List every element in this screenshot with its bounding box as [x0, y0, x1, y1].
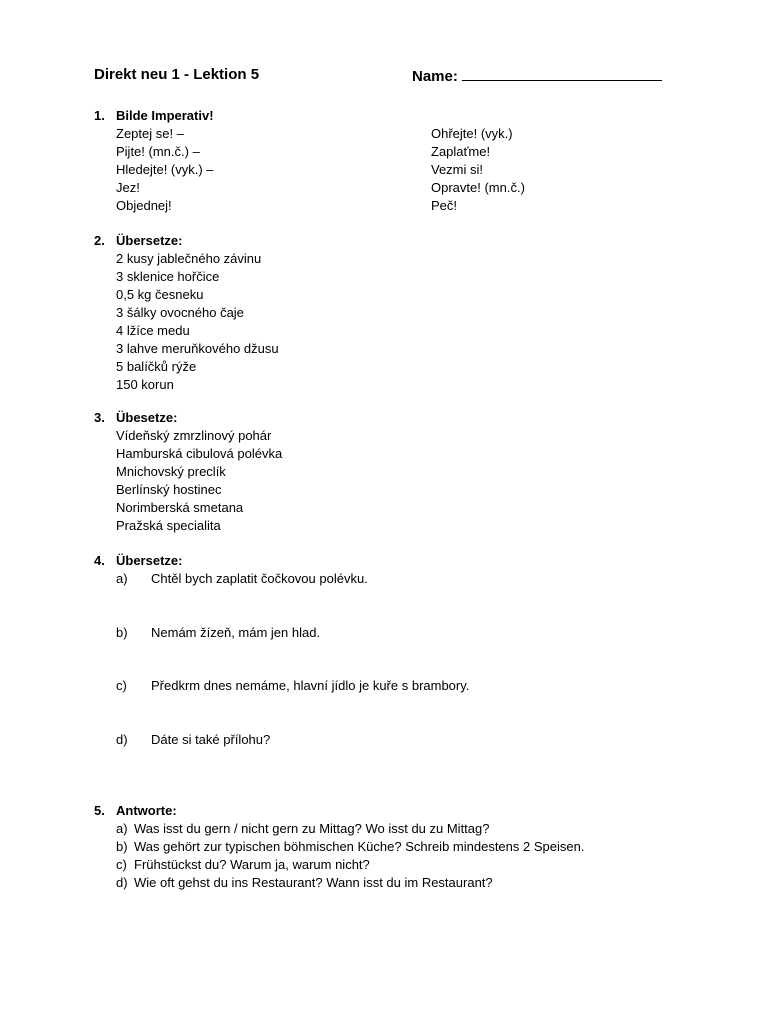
exercise-5: [94, 802, 678, 892]
exercise-3: [94, 409, 678, 535]
list-item: Zaplaťme!: [431, 144, 491, 159]
question-item-d: [94, 874, 678, 892]
item-letter: b): [116, 839, 128, 854]
exercise-number: 2.: [94, 233, 105, 248]
list-item: Objednej!: [116, 198, 172, 213]
list-item: 3 šálky ovocného čaje: [116, 305, 244, 320]
list-item: 3 lahve meruňkového džusu: [116, 341, 279, 356]
exercise-number: 4.: [94, 553, 105, 568]
item-letter: d): [116, 875, 128, 890]
item-text: Wie oft gehst du ins Restaurant? Wann isst du im Restaurant?: [134, 875, 493, 890]
exercise-number: 5.: [94, 803, 105, 818]
item-text: Was gehört zur typischen böhmischen Küche? Schreib mindestens 2 Speisen.: [134, 839, 585, 854]
exercise-heading: [94, 107, 678, 125]
name-blank-line[interactable]: [462, 66, 662, 81]
exercise-1: [94, 107, 678, 215]
name-field: [412, 66, 662, 85]
exercise-title: Übersetze:: [116, 553, 183, 568]
item-letter: a): [116, 821, 128, 836]
exercise-heading: [94, 802, 678, 820]
list-item: Zeptej se! –: [116, 126, 184, 141]
item-text: Předkrm dnes nemáme, hlavní jídlo je kuře s brambory.: [151, 678, 470, 693]
question-item-c: [94, 856, 678, 874]
list-item: Pijte! (mn.č.) –: [116, 144, 200, 159]
list-item: Hamburská cibulová polévka: [116, 446, 283, 461]
list-item: Berlínský hostinec: [116, 482, 222, 497]
item-letter: c): [116, 678, 127, 693]
translation-item-a: [94, 570, 678, 588]
question-item-a: [94, 820, 678, 838]
exercise-number: 3.: [94, 410, 105, 425]
imperative-columns: [94, 125, 678, 215]
list-item: Vídeňský zmrzlinový pohár: [116, 428, 272, 443]
list-item: Hledejte! (vyk.) –: [116, 162, 214, 177]
exercise-2: [94, 232, 678, 394]
item-text: Chtěl bych zaplatit čočkovou polévku.: [151, 571, 368, 586]
exercise-4: [94, 552, 678, 749]
exercise-heading: [94, 552, 678, 570]
list-item: 4 lžíce medu: [116, 323, 190, 338]
imperative-left-column: [94, 125, 678, 215]
list-item: Ohřejte! (vyk.): [431, 126, 513, 141]
exercise-title: Übersetze:: [116, 233, 183, 248]
exercise-title: Bilde Imperativ!: [116, 108, 214, 123]
list-item: 0,5 kg česneku: [116, 287, 204, 302]
exercise-heading: [94, 232, 678, 250]
list-item: Opravte! (mn.č.): [431, 180, 525, 195]
imperative-right-column: [431, 125, 525, 215]
item-letter: a): [116, 571, 128, 586]
item-text: Frühstückst du? Warum ja, warum nicht?: [134, 857, 370, 872]
list-item: 2 kusy jablečného závinu: [116, 251, 262, 266]
exercise-heading: [94, 409, 678, 427]
translation-item-d: [94, 731, 678, 749]
list-item: Norimberská smetana: [116, 500, 244, 515]
translation-item-c: [94, 677, 678, 695]
list-item: 5 balíčků rýže: [116, 359, 197, 374]
worksheet-title: Direkt neu 1 - Lektion 5: [94, 66, 260, 83]
item-letter: c): [116, 857, 127, 872]
list-item: Mnichovský preclík: [116, 464, 226, 479]
list-item: Jez!: [116, 180, 140, 195]
exercise-title: Übesetze:: [116, 410, 178, 425]
item-text: Was isst du gern / nicht gern zu Mittag? Wo isst du zu Mittag?: [134, 821, 490, 836]
exercise-number: 1.: [94, 108, 105, 123]
item-text: Nemám žízeň, mám jen hlad.: [151, 625, 321, 640]
name-label: Name:: [412, 68, 458, 85]
item-letter: b): [116, 625, 128, 640]
question-item-b: [94, 838, 678, 856]
exercise-title: Antworte:: [116, 803, 177, 818]
translation-item-b: [94, 624, 678, 642]
list-item: Vezmi si!: [431, 162, 484, 177]
list-item: 150 korun: [116, 377, 174, 392]
list-item: Peč!: [431, 198, 458, 213]
item-text: Dáte si také přílohu?: [151, 732, 271, 747]
list-item: 3 sklenice hořčice: [116, 269, 220, 284]
item-letter: d): [116, 732, 128, 747]
list-item: Pražská specialita: [116, 518, 221, 533]
